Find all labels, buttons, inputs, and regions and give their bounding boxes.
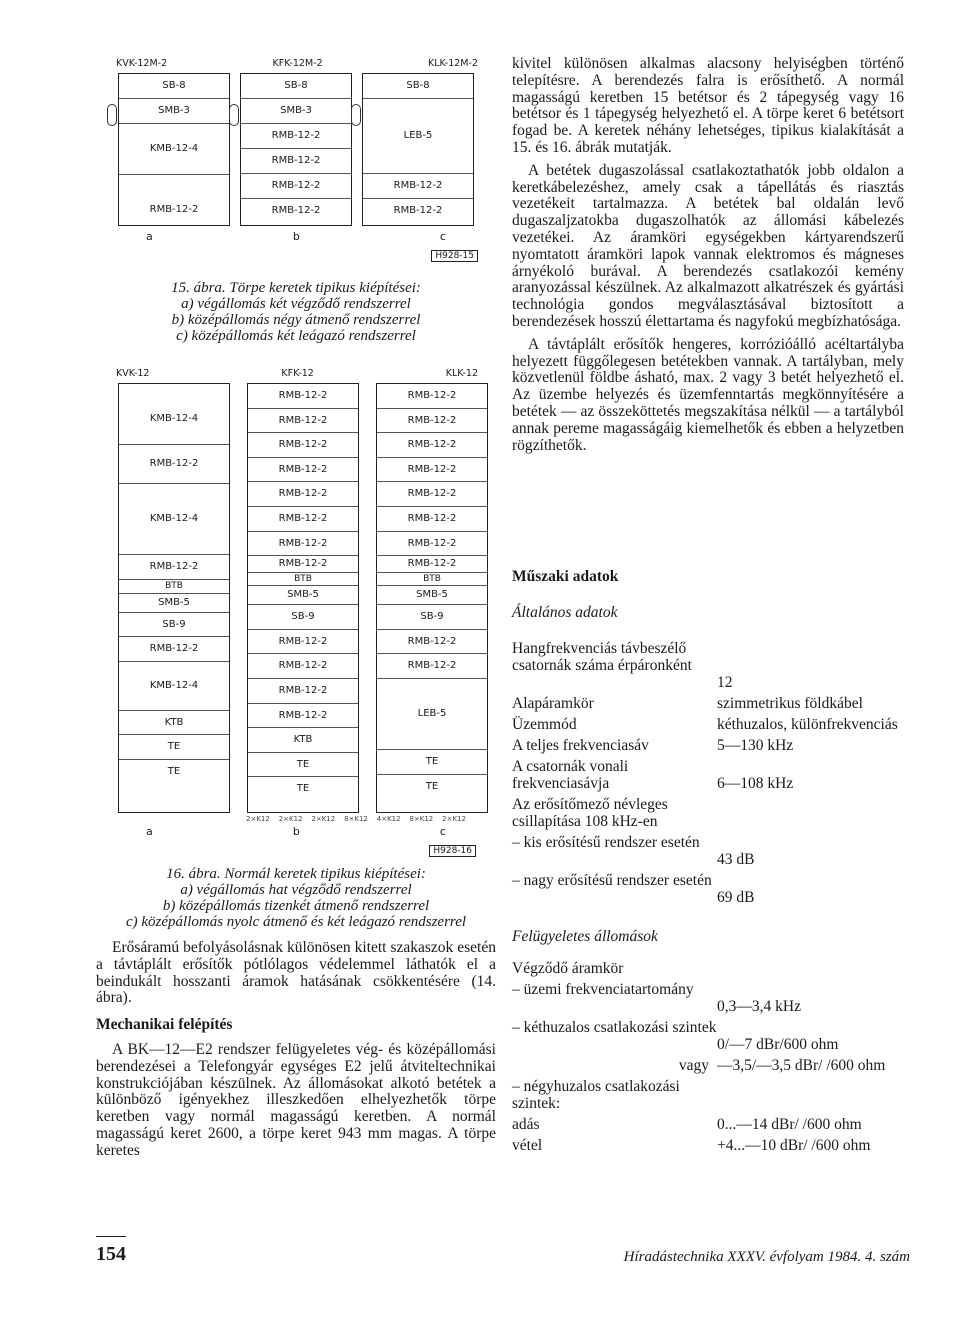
paragraph: A BK—12—E2 rendszer felügyeletes vég- és középállomási berendezései a Telefongyár egységes E2 jelű átviteltechnikai konstrukciójában készülnek. Az állomásokat alkotó betétek a különböző igényekhez illeszkedően elhelyezhetők törpe keretben vagy normál magasságú keretben. A normál magasságú keret 2600, a törpe keret 943 mm magas. A törpe keretes (96, 1040, 496, 1159)
label-c: c (439, 825, 446, 838)
slot: TE (119, 735, 229, 760)
figure-16 (96, 368, 496, 857)
rack-15b (240, 73, 352, 226)
paragraph: A betétek dugaszolással csatlakoztathatók jobb oldalon a keretkábelezéshez, amely csak a tápellátás és riasztás vezetékeit tartalmazza. A betétek bal oldalán levő dugaszaljzatokba dugaszolhatók az állomási kábelezés vezetékei. Az áramköri egységekben kártyarendszerű nyomtatott áramköri lapok vannak elektromos és mágneses árnyékoló burával. A berendezés csatlakozói kemény aranyozással készülnek. Az alkalmazott alkatrészek és gyártási technológia gondos megválasztásával biztosított a berendezések hosszú élettartama és nagyfokú megbízhatósága. (512, 161, 904, 330)
slot: RMB-12-2 (248, 433, 358, 458)
spec-row: A teljes frekvenciasáv 5—130 kHz (512, 737, 794, 754)
spec-row: adás 0...—14 dBr/ /600 ohm (512, 1116, 862, 1133)
slot: RMB-12-2 (271, 205, 321, 216)
paragraph: kivitel különösen alkalmas alacsony helyiségben történő telepítésre. A berendezés falra is erősíthető. A normál magasságú keretben 15 betétsor és 2 tápegység vagy 16 betétsor és 1 tápegység helyezhető el. A törpe keret 6 betétsort fogad be. A keretek néhány lehetséges, tipikus kialakítását a 15. és 16. ábrák mutatják. (512, 55, 904, 156)
caption-line: c) középállomás nyolc átmenő és két leágazó rendszerrel (125, 914, 467, 930)
page-footer (96, 1236, 910, 1266)
section-heading: Mechanikai felépítés (96, 1016, 233, 1034)
spec-row: vétel +4...—10 dBr/ /600 ohm (512, 1137, 871, 1154)
rack-header-b: KFK-12M-2 (272, 58, 323, 69)
slot: KMB-12-4 (119, 124, 229, 175)
slot: BTB (377, 573, 487, 586)
slot: KMB-12-4 (119, 384, 229, 445)
slot: RMB-12-2 (119, 445, 229, 484)
slot: RMB-12-2 (377, 507, 487, 532)
side-label: 2×K12 (246, 815, 270, 823)
slot: RMB-12-2 (248, 409, 358, 434)
label-a: a (146, 825, 153, 838)
slot: RMB-12-2 (377, 630, 487, 655)
slot: RMB-12-2 (248, 654, 358, 679)
slot: RMB-12-2 (119, 555, 229, 580)
spec-row: Végződő áramkör (512, 960, 624, 977)
spec-row: vagy —3,5/—3,5 dBr/ /600 ohm (678, 1057, 886, 1074)
side-label: 8×K12 (344, 815, 368, 823)
slot: RMB-12-2 (377, 654, 487, 679)
slot: RMB-12-2 (377, 556, 487, 573)
rack-header-b: KFK-12 (281, 368, 314, 379)
caption-line: b) középállomás tizenkét átmenő rendszerrel (162, 898, 430, 914)
caption-line: a) végállomás hat végződő rendszerrel (180, 882, 412, 898)
side-label: 2×K12 (278, 815, 303, 823)
slot: SMB-5 (119, 594, 229, 613)
slot: RMB-12-2 (377, 409, 487, 434)
figure-15-caption (96, 280, 496, 344)
rack-16a (118, 383, 230, 813)
slot: KTB (248, 728, 358, 753)
slot: SB-8 (363, 74, 473, 99)
slot: LEB-5 (377, 679, 487, 750)
spec-row: Az erősítőmező névleges csillapítása 108 kHz-en (512, 796, 668, 830)
spec-row: Alapáramkör szimmetrikus földkábel (512, 695, 863, 712)
slot: RMB-12-2 (248, 384, 358, 409)
slot: SB-8 (119, 74, 229, 99)
section-heading: Műszaki adatok (512, 568, 619, 585)
caption-line: b) középállomás négy átmenő rendszerrel (171, 312, 421, 328)
slot: KMB-12-4 (119, 662, 229, 711)
slot: TE (377, 750, 487, 775)
paragraph: A távtáplált erősítők hengeres, korrózióálló acéltartályba helyezett függőlegesen betétekben vannak. A tartályban, mely közvetlenül földbe ásható, max. 2 vagy 3 betét helyezhető el. Az üzembe helyezés és üzemfenntartás megkönnyítésére a betétek — az összeköttetés megszakítása nélkül — a tartályból annak pereme magasságáig kiemelhetők és ebben a helyzetben rögzíthetők. (512, 335, 904, 454)
right-column-text (512, 56, 904, 460)
label-c: c (439, 230, 446, 243)
slot: RMB-12-2 (248, 630, 358, 655)
spec-row: A csatornák vonali frekvenciasávja 6—108 kHz (512, 758, 794, 792)
rack-header-a: KVK-12 (116, 368, 150, 379)
caption-line: 15. ábra. Törpe keretek tipikus kiépítései: (171, 280, 421, 296)
rack-header-a: KVK-12M-2 (116, 58, 168, 69)
journal-line: Híradástechnika XXXV. évfolyam 1984. 4. szám (623, 1249, 910, 1265)
slot: SB-9 (377, 605, 487, 630)
slot: RMB-12-2 (377, 458, 487, 483)
paragraph: Erősáramú befolyásolásnak különösen kitett szakaszok esetén a távtáplált erősítők pótlólagos védelemmel láthatók el a beindukált hosszanti áramok hatásának csökkentésére (14. ábra). (96, 939, 496, 1007)
slot: RMB-12-2 (393, 205, 443, 216)
figure-15 (96, 58, 496, 262)
label-a: a (146, 230, 153, 243)
rack-16b (247, 383, 359, 813)
side-label: 8×K12 (409, 815, 434, 823)
slot: TE (425, 780, 439, 792)
specs-section (512, 568, 904, 1158)
slot: BTB (119, 580, 229, 594)
slot: RMB-12-2 (248, 458, 358, 483)
side-label: 2×K12 (311, 815, 336, 823)
label-b: b (292, 825, 300, 838)
rack-15a (118, 73, 230, 226)
slot: LEB-5 (363, 99, 473, 174)
slot: RMB-12-2 (248, 532, 358, 557)
slot: SMB-3 (119, 99, 229, 124)
slot: SB-9 (248, 605, 358, 630)
slot: BTB (248, 573, 358, 586)
side-label: 2×K12 (442, 815, 466, 823)
slot: RMB-12-2 (241, 149, 351, 174)
supervised-specs (512, 960, 904, 1154)
slot: RMB-12-2 (377, 384, 487, 409)
figure-tag: H928-16 (429, 845, 476, 857)
slot: TE (248, 753, 358, 778)
slot: SMB-5 (248, 586, 358, 605)
side-label: 4×K12 (376, 815, 401, 823)
slot: RMB-12-2 (241, 174, 351, 199)
spec-row: – nagy erősítésű rendszer esetén 69 dB (512, 872, 755, 906)
slot: RMB-12-2 (248, 482, 358, 507)
slot: RMB-12-2 (363, 174, 473, 199)
rack-header-c: KLK-12 (445, 368, 478, 379)
caption-line: a) végállomás két végződő rendszerrel (181, 296, 411, 312)
spec-row: – négyhuzalos csatlakozási szintek: (512, 1078, 680, 1112)
slot: SMB-3 (241, 99, 351, 124)
spec-row: Üzemmód kéthuzalos, különfrekvenciás (512, 716, 898, 733)
page-number: 154 (96, 1236, 126, 1266)
slot: KMB-12-4 (119, 484, 229, 555)
caption-line: c) középállomás két leágazó rendszerrel (176, 328, 416, 344)
slot: RMB-12-2 (248, 556, 358, 573)
label-b: b (292, 230, 300, 243)
general-specs (512, 640, 904, 906)
spec-row: – kis erősítésű rendszer esetén 43 dB (512, 834, 755, 868)
slot: RMB-12-2 (377, 433, 487, 458)
caption-line: 16. ábra. Normál keretek tipikus kiépítései: (166, 866, 426, 882)
slot: RMB-12-2 (119, 637, 229, 662)
slot: RMB-12-2 (149, 204, 199, 215)
slot: TE (296, 783, 310, 795)
figure-16-caption (96, 866, 496, 930)
slot: RMB-12-2 (241, 124, 351, 149)
subsection-title: Általános adatok (512, 604, 618, 621)
spec-row: – kéthuzalos csatlakozási szintek 0/—7 dBr/600 ohm (512, 1019, 839, 1053)
slot: RMB-12-2 (248, 704, 358, 729)
slot: RMB-12-2 (248, 507, 358, 532)
rack-header-c: KLK-12M-2 (428, 58, 478, 69)
slot: RMB-12-2 (377, 532, 487, 557)
left-column-text (96, 940, 496, 1166)
slot: SB-9 (119, 613, 229, 638)
rack-15c (362, 73, 474, 226)
slot: TE (167, 765, 181, 777)
rack-16c (376, 383, 488, 813)
slot: RMB-12-2 (377, 482, 487, 507)
subsection-title: Felügyeletes állomások (512, 928, 658, 945)
spec-row: – üzemi frekvenciatartomány 0,3—3,4 kHz (512, 981, 801, 1015)
slot: SMB-5 (377, 586, 487, 605)
slot: KTB (119, 711, 229, 736)
spec-row: Hangfrekvenciás távbeszélő csatornák száma érpáronként 12 (512, 640, 733, 691)
slot: SB-8 (241, 74, 351, 99)
slot: RMB-12-2 (248, 679, 358, 704)
figure-tag: H928-15 (431, 250, 478, 262)
